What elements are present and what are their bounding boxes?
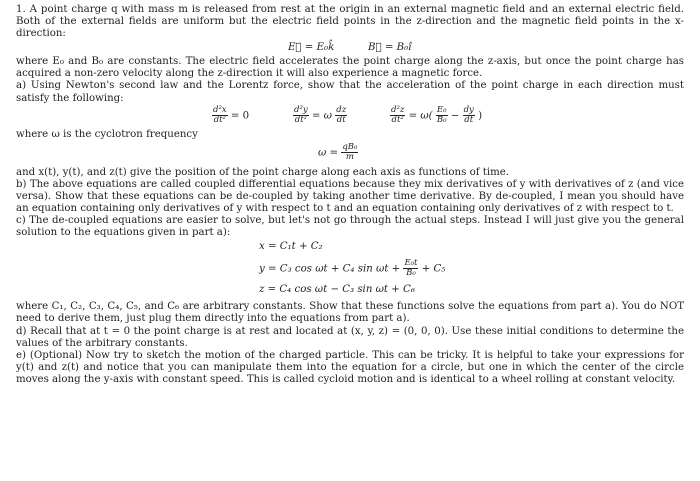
constants-note: where E₀ and B₀ are constants. The electric field accelerates the point charge along the z-axis, but once the point charge has acquired a non-zero velocity along the z-direction it will also experience a magnetic force. <box>16 56 684 80</box>
eq-y-num: d²y <box>294 104 308 115</box>
problem-document <box>16 4 684 386</box>
solution-x: x = C₁t + C₂ <box>259 241 323 253</box>
eq-z-num3: dy <box>463 104 474 115</box>
eq-y-acceleration <box>293 106 347 125</box>
general-solutions <box>16 239 684 301</box>
eq-z-den2: B₀ <box>436 114 447 125</box>
cyclotron-equation <box>16 141 684 167</box>
position-note: and x(t), y(t), and z(t) give the position of the point charge along each axis as functions of time. <box>16 166 510 178</box>
solution-y-b: + C₅ <box>421 263 446 275</box>
omega-lhs: ω = <box>318 147 339 159</box>
solution-z: z = C₄ cos ωt − C₃ sin ωt + C₆ <box>259 284 415 296</box>
eq-z-den3: dt <box>464 114 474 125</box>
constants-c: where C₁, C₂, C₃, C₄, C₅, and C₆ are arbitrary constants. Show that these functions solve the equations from part a). You do NOT need to derive them, just plug them directly into the equations from part a). <box>16 301 684 325</box>
cyclotron-label: where ω is the cyclotron frequency <box>16 128 198 140</box>
eq-y-den2: dt <box>336 114 346 125</box>
part-a: a) Using Newton's second law and the Lorentz force, show that the acceleration of the point charge in each direction must satisfy the following: <box>16 80 684 104</box>
eq-x-num: d²x <box>213 104 227 115</box>
electric-field-eq: E⃗ = E₀k̂ <box>288 42 335 54</box>
acceleration-equations <box>16 105 684 129</box>
eq-y-num2: dz <box>336 104 347 115</box>
eq-z-num2: E₀ <box>436 104 447 115</box>
eq-y-mid: = ω <box>311 110 332 122</box>
solution-y-num: E₀t <box>404 258 418 269</box>
eq-z-acceleration <box>390 106 482 125</box>
eq-z-den: dt² <box>391 114 404 125</box>
eq-y-den: dt² <box>294 114 307 125</box>
eq-x-den: dt² <box>213 114 226 125</box>
eq-z-mid: = ω( <box>408 110 433 122</box>
field-definitions <box>16 40 684 56</box>
solution-y-a: y = C₃ cos ωt + C₄ sin ωt + <box>259 263 401 275</box>
part-b: b) The above equations are called coupled differential equations because they mix derivatives of y with derivatives of z (and vice versa). Show that these equations can be de-coupled by taking another time derivative. By de-coupled, I mean you should have an equation containing only derivatives of y with respect to t and an equation containing only derivatives of z with respect to t. <box>16 178 684 215</box>
solution-y <box>259 259 445 278</box>
omega-num: qB₀ <box>342 141 358 152</box>
problem-intro: 1. A point charge q with mass m is released from rest at the origin in an external magnetic field and an external electric field. Both of the external fields are uniform but the electric field points in the z-direction and the magnetic field points in the x-direction: <box>16 4 684 40</box>
eq-z-minus: − <box>450 110 460 122</box>
magnetic-field-eq: B⃗ = B₀î <box>368 42 412 54</box>
eq-x-acceleration <box>212 106 249 125</box>
eq-x-rhs: = 0 <box>230 110 250 122</box>
part-e: e) (Optional) Now try to sketch the motion of the charged particle. This can be tricky. It is helpful to take your expressions for y(t) and z(t) and notice that you can manipulate them into the equation for a circle, but one in which the center of the circle moves along the y-axis with constant speed. This is called cycloid motion and is identical to a wheel rolling at constant velocity. <box>16 349 684 385</box>
omega-den: m <box>345 151 354 162</box>
part-d: d) Recall that at t = 0 the point charge is at rest and located at (x, y, z) = (0, 0, 0). Use these initial conditions to determine the values of the arbitrary constants. <box>16 325 684 349</box>
part-c: c) The de-coupled equations are easier to solve, but let's not go through the actual steps. Instead I will just give you the general solution to the equations given in part a): <box>16 215 684 239</box>
eq-z-num: d²z <box>391 104 405 115</box>
eq-z-close: ) <box>478 110 483 122</box>
solution-y-den: B₀ <box>406 268 416 279</box>
